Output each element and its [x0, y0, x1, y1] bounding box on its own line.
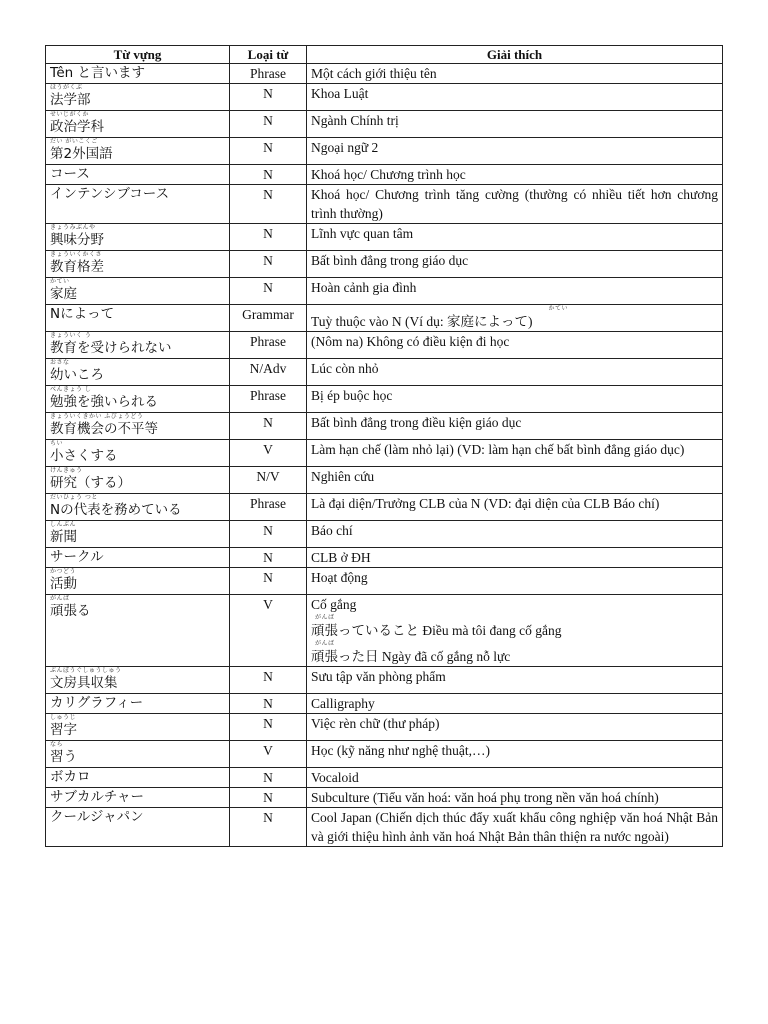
explanation-cell — [307, 165, 723, 185]
word-type-cell: Phrase — [230, 332, 307, 359]
explanation-text: Khoá học/ Chương trình tăng cường (thường có nhiều tiết hơn chương trình thường) — [311, 187, 718, 221]
table-row — [46, 278, 723, 305]
table-row — [46, 808, 723, 847]
term-text: 幼いころ — [50, 367, 104, 383]
term-cell — [46, 251, 230, 278]
table-row — [46, 440, 723, 467]
table-row — [46, 359, 723, 386]
word-type-cell: N — [230, 568, 307, 595]
vocabulary-table — [45, 45, 723, 847]
term-furigana: しんぶん — [50, 521, 77, 528]
table-row — [46, 521, 723, 548]
word-type-cell: N — [230, 548, 307, 568]
term-text: 勉強を強いられる — [50, 394, 158, 410]
word-type-cell: V — [230, 595, 307, 667]
term-text: 政治学科 — [50, 119, 104, 135]
explanation-text: Cố gắng — [311, 597, 357, 612]
explanation-cell — [307, 305, 723, 332]
term-text: ボカロ — [50, 769, 91, 785]
explanation-cell — [307, 185, 723, 224]
word-type-cell: Phrase — [230, 494, 307, 521]
example-furigana: がんば — [315, 640, 335, 647]
explanation-cell — [307, 494, 723, 521]
term-cell — [46, 768, 230, 788]
term-cell — [46, 138, 230, 165]
term-cell — [46, 278, 230, 305]
term-furigana: きょういく う — [50, 332, 92, 339]
term-cell — [46, 521, 230, 548]
explanation-text: Lĩnh vực quan tâm — [311, 226, 414, 241]
explanation-text: Làm hạn chế (làm nhỏ lại) (VD: làm hạn chế bất bình đẳng giáo dục) — [311, 442, 685, 457]
word-type-cell: N — [230, 251, 307, 278]
explanation-text: Một cách giới thiệu tên — [311, 66, 437, 81]
explanation-text: Bất bình đẳng trong điều kiện giáo dục — [311, 415, 522, 430]
table-row — [46, 714, 723, 741]
example-line — [311, 640, 718, 666]
term-cell — [46, 494, 230, 521]
term-cell — [46, 413, 230, 440]
explanation-furigana: かてい — [548, 305, 568, 312]
table-row — [46, 185, 723, 224]
word-type-cell: Phrase — [230, 386, 307, 413]
term-cell — [46, 788, 230, 808]
explanation-cell — [307, 64, 723, 84]
term-furigana: きょういくかくさ — [50, 251, 103, 258]
table-row — [46, 111, 723, 138]
term-text: 研究（する） — [50, 475, 131, 491]
example-line — [311, 614, 718, 640]
explanation-cell — [307, 84, 723, 111]
table-row — [46, 224, 723, 251]
explanation-cell — [307, 521, 723, 548]
table-row — [46, 595, 723, 667]
term-text: 活動 — [50, 576, 77, 592]
term-cell — [46, 440, 230, 467]
term-cell — [46, 165, 230, 185]
word-type-cell: N/Adv — [230, 359, 307, 386]
explanation-cell — [307, 467, 723, 494]
term-text: 小さくする — [50, 448, 118, 464]
table-row — [46, 413, 723, 440]
term-cell — [46, 224, 230, 251]
word-type-cell: V — [230, 741, 307, 768]
term-text: 習字 — [50, 722, 77, 738]
explanation-text: Calligraphy — [311, 696, 375, 711]
term-furigana: だい がいこくご — [50, 138, 98, 145]
term-furigana: かつどう — [50, 568, 77, 575]
word-type-cell: N — [230, 694, 307, 714]
table-row — [46, 386, 723, 413]
header-explanation: Giải thích — [307, 46, 723, 64]
word-type-cell: N — [230, 111, 307, 138]
term-furigana: ぶんぼうぐしゅうしゅう — [50, 667, 122, 674]
example-text: 頑張った日 Ngày đã cố gắng nỗ lực — [311, 649, 511, 664]
vocabulary-rows — [46, 64, 723, 847]
term-cell — [46, 111, 230, 138]
term-text: 法学部 — [50, 92, 91, 108]
word-type-cell: V — [230, 440, 307, 467]
explanation-cell — [307, 595, 723, 667]
term-text: Nによって — [50, 306, 115, 322]
term-cell — [46, 595, 230, 667]
term-cell — [46, 694, 230, 714]
table-row — [46, 84, 723, 111]
table-row — [46, 741, 723, 768]
table-row — [46, 494, 723, 521]
term-cell — [46, 84, 230, 111]
explanation-cell — [307, 788, 723, 808]
word-type-cell: N — [230, 768, 307, 788]
term-cell — [46, 359, 230, 386]
table-row — [46, 694, 723, 714]
table-row — [46, 251, 723, 278]
explanation-cell — [307, 694, 723, 714]
term-cell — [46, 667, 230, 694]
table-row — [46, 165, 723, 185]
term-cell — [46, 305, 230, 332]
explanation-text: Subculture (Tiểu văn hoá: văn hoá phụ trong nền văn hoá chính) — [311, 790, 659, 805]
table-row — [46, 467, 723, 494]
term-cell — [46, 64, 230, 84]
term-text: 習う — [50, 749, 77, 765]
table-row — [46, 548, 723, 568]
explanation-text: Hoàn cảnh gia đình — [311, 280, 417, 295]
term-furigana: おさな — [50, 359, 70, 366]
explanation-text: Nghiên cứu — [311, 469, 375, 484]
word-type-cell: N — [230, 278, 307, 305]
header-term: Từ vựng — [46, 46, 230, 64]
term-furigana: きょうみぶんや — [50, 224, 96, 231]
term-furigana: べんきょう し — [50, 386, 92, 393]
explanation-cell — [307, 224, 723, 251]
word-type-cell: Phrase — [230, 64, 307, 84]
explanation-cell — [307, 714, 723, 741]
term-furigana: ほうがくぶ — [50, 84, 83, 91]
term-cell — [46, 386, 230, 413]
term-cell — [46, 467, 230, 494]
explanation-text: Bất bình đẳng trong giáo dục — [311, 253, 469, 268]
term-text: コース — [50, 166, 90, 182]
term-text: 新聞 — [50, 529, 77, 545]
explanation-text: Cool Japan (Chiến dịch thúc đẩy xuất khẩu công nghiệp văn hoá Nhật Bản và giới thiệu hình ảnh văn hoá Nhật Bản thân thiện ra nước ngoài) — [311, 810, 718, 844]
word-type-cell: Grammar — [230, 305, 307, 332]
explanation-cell — [307, 386, 723, 413]
term-cell — [46, 808, 230, 847]
term-text: 教育を受けられない — [50, 340, 172, 356]
word-type-cell: N — [230, 84, 307, 111]
explanation-cell — [307, 667, 723, 694]
explanation-text: Ngoại ngữ 2 — [311, 140, 379, 155]
table-row — [46, 305, 723, 332]
term-cell — [46, 332, 230, 359]
term-furigana: がんば — [50, 595, 70, 602]
explanation-cell — [307, 332, 723, 359]
word-type-cell: N — [230, 138, 307, 165]
word-type-cell: N — [230, 165, 307, 185]
header-type: Loại từ — [230, 46, 307, 64]
word-type-cell: N — [230, 788, 307, 808]
term-furigana: なら — [50, 741, 64, 748]
explanation-text: Hoạt động — [311, 570, 368, 585]
explanation-cell — [307, 278, 723, 305]
explanation-text: Báo chí — [311, 523, 353, 538]
term-text: 教育機会の不平等 — [50, 421, 158, 437]
term-cell — [46, 568, 230, 595]
table-row — [46, 667, 723, 694]
explanation-cell — [307, 413, 723, 440]
term-text: 家庭 — [50, 286, 77, 302]
explanation-text: Khoa Luật — [311, 86, 369, 101]
term-text: 第2外国語 — [50, 146, 113, 162]
table-row — [46, 768, 723, 788]
term-text: 興味分野 — [50, 232, 104, 248]
explanation-text: Việc rèn chữ (thư pháp) — [311, 716, 440, 731]
term-cell — [46, 185, 230, 224]
term-furigana: かてい — [50, 278, 70, 285]
word-type-cell: N — [230, 413, 307, 440]
word-type-cell: N — [230, 667, 307, 694]
explanation-cell — [307, 440, 723, 467]
word-type-cell: N — [230, 714, 307, 741]
word-type-cell: N — [230, 808, 307, 847]
word-type-cell: N — [230, 224, 307, 251]
term-text: 頑張る — [50, 603, 91, 619]
table-row — [46, 64, 723, 84]
term-text: 文房具収集 — [50, 675, 118, 691]
explanation-cell — [307, 808, 723, 847]
word-type-cell: N — [230, 185, 307, 224]
word-type-cell: N — [230, 521, 307, 548]
explanation-text: Tuỳ thuộc vào N (Ví dụ: 家庭によって) — [311, 314, 533, 329]
explanation-cell — [307, 251, 723, 278]
term-furigana: せいじがくか — [50, 111, 90, 118]
term-text: サブカルチャー — [50, 789, 144, 805]
term-text: Tên と言います — [50, 65, 146, 81]
table-row — [46, 568, 723, 595]
explanation-text: CLB ở ĐH — [311, 550, 371, 565]
explanation-cell — [307, 359, 723, 386]
term-furigana: けんきゅう — [50, 467, 83, 474]
explanation-cell — [307, 568, 723, 595]
term-text: サークル — [50, 549, 104, 565]
term-text: 教育格差 — [50, 259, 104, 275]
explanation-cell — [307, 138, 723, 165]
table-row — [46, 788, 723, 808]
term-cell — [46, 548, 230, 568]
table-row — [46, 332, 723, 359]
term-text: カリグラフィー — [50, 695, 144, 711]
explanation-text: Bị ép buộc học — [311, 388, 393, 403]
explanation-text: Lúc còn nhỏ — [311, 361, 379, 376]
term-furigana: だいひょう つと — [50, 494, 98, 501]
term-furigana: ちい — [50, 440, 64, 447]
term-cell — [46, 714, 230, 741]
example-text: 頑張っていること Điều mà tôi đang cố gắng — [311, 623, 562, 638]
term-furigana: きょういくきかい ふびょうどう — [50, 413, 144, 420]
explanation-text: Ngành Chính trị — [311, 113, 399, 128]
explanation-cell — [307, 741, 723, 768]
term-text: クールジャパン — [50, 809, 144, 825]
explanation-text: Khoá học/ Chương trình học — [311, 167, 466, 182]
example-furigana: がんば — [315, 614, 335, 621]
explanation-text: Là đại diện/Trưởng CLB của N (VD: đại diện của CLB Báo chí) — [311, 496, 660, 511]
header-row — [46, 46, 723, 64]
explanation-text: (Nôm na) Không có điều kiện đi học — [311, 334, 510, 349]
explanation-cell — [307, 768, 723, 788]
term-cell — [46, 741, 230, 768]
term-text: Nの代表を務めている — [50, 502, 182, 518]
word-type-cell: N/V — [230, 467, 307, 494]
explanation-cell — [307, 548, 723, 568]
explanation-text: Vocaloid — [311, 770, 359, 785]
explanation-cell — [307, 111, 723, 138]
term-text: インテンシブコース — [50, 186, 170, 202]
term-furigana: しゅうじ — [50, 714, 77, 721]
explanation-text: Học (kỹ năng như nghệ thuật,…) — [311, 743, 491, 758]
explanation-text: Sưu tập văn phòng phẩm — [311, 669, 446, 684]
table-row — [46, 138, 723, 165]
